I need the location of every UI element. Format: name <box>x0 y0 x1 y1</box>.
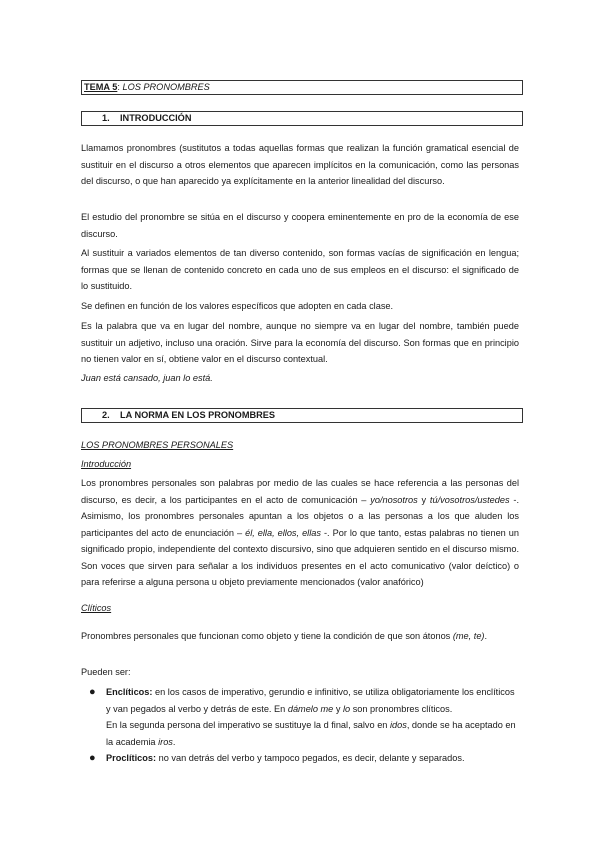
encliticos-italic-2: lo <box>342 703 351 714</box>
pueden-ser-line: Pueden ser: <box>81 667 131 677</box>
intro-text-b-italic: tú/vosotros/ustedes <box>429 494 510 505</box>
encliticos-text-c: son pronombres clíticos. <box>350 703 453 714</box>
cliticos-text-b: . <box>484 631 488 641</box>
intro-text-c: -. Asimismo, los pronombres personales apuntan a los objetos o a las personas a los que aluden los participantes del acto de enunciación – <box>81 494 520 538</box>
list-item-procliticos <box>89 750 519 767</box>
topic-separator: : <box>117 82 123 92</box>
section-2-header <box>81 408 523 423</box>
encliticos-text-e: , donde se ha aceptado en la academia <box>106 720 516 747</box>
bullet-dot-icon: ● <box>89 686 96 698</box>
introduccion-paragraph <box>81 475 519 591</box>
section-2-title: LA NORMA EN LOS PRONOMBRES <box>120 410 275 420</box>
paragraph-1: Llamamos pronombres (sustitutos a todas aquellas formas que realizan la función gramatical esencial de sustituir en el discurso a otros elementos que aparecen implícitos en la comunicación, como las personas del discurso, o que han aparecido ya explícitamente en la anterior linealidad del discurso. <box>81 143 519 186</box>
encliticos-text-d: En la segunda persona del imperativo se sustituye la d final, salvo en <box>106 720 390 730</box>
example-sentence: Juan está cansado, juan lo está. <box>81 373 213 383</box>
encliticos-label: Enclíticos: <box>106 687 153 697</box>
paragraph-4: Se definen en función de los valores específicos que adopten en cada clase. <box>81 301 394 311</box>
section-1-title: INTRODUCCIÓN <box>120 113 192 123</box>
bullet-dot-icon: ● <box>89 752 96 764</box>
subtitle-introduccion: Introducción <box>81 459 132 469</box>
intro-text-a: Los pronombres personales son palabras por medio de las cuales se hace referencia a las personas del discurso, es decir, a los participantes en el acto de comunicación – <box>81 478 519 505</box>
intro-text-d: -. Por lo que tanto, estas palabras no tienen un significado propio, independiente del contexto discursivo, sino que adquieren sentido en el discurso mismo. Son voces que sirven para señalar a los individuos presentes en el acto comunicativo (valor deíctico) o para referirse a alguna persona u objeto previamente mencionados (valor anafórico) <box>81 527 520 587</box>
paragraph-5: Es la palabra que va en lugar del nombre, aunque no siempre va en lugar del nombre, también puede sustituir un adjetivo, incluso una oración. Sirve para la economía del discurso. Son formas que en principio no tienen valor en sí, obtiene valor en el discurso contextual. <box>81 321 519 364</box>
section-1-header <box>81 111 523 126</box>
topic-label: TEMA 5 <box>84 82 118 92</box>
cliticos-paragraph <box>81 628 519 645</box>
subtitle-personales: LOS PRONOMBRES PERSONALES <box>81 440 234 450</box>
paragraph-3: Al sustituir a variados elementos de tan diverso contenido, son formas vacías de significación en lengua; formas que se llenan de contenido concreto en cada uno de sus empleos en el discurso: el significado de lo sustituido. <box>81 248 519 291</box>
topic-title-box <box>81 80 523 95</box>
cliticos-text-a: Pronombres personales que funcionan como objeto y tiene la condición de que son átonos <box>81 631 453 641</box>
procliticos-text: no van detrás del verbo y tampoco pegados, es decir, delante y separados. <box>156 753 465 763</box>
encliticos-text-a: en los casos de imperativo, gerundio e infinitivo, se utiliza obligatoriamente los enclíticos y van pegados al verbo y detrás de este. En <box>106 687 515 714</box>
section-2-number: 2. <box>102 410 110 420</box>
encliticos-text-f: . <box>172 736 176 747</box>
subtitle-cliticos: Clíticos <box>81 603 112 613</box>
topic-name: LOS PRONOMBRES <box>122 82 210 92</box>
encliticos-italic-3: idos <box>389 720 407 730</box>
intro-text-a-italic: yo/nosotros <box>370 494 418 505</box>
section-1-number: 1. <box>102 113 110 123</box>
list-item-encliticos <box>89 684 519 750</box>
procliticos-label: Proclíticos: <box>106 753 157 763</box>
paragraph-2: El estudio del pronombre se sitúa en el discurso y coopera eminentemente en pro de la economía de ese discurso. <box>81 212 519 239</box>
encliticos-second-line <box>106 717 519 750</box>
intro-text-b: y <box>417 494 430 505</box>
encliticos-text-b: y <box>333 703 343 714</box>
clitic-types-list <box>89 684 519 767</box>
encliticos-italic-1: dámelo me <box>287 703 334 714</box>
intro-text-c-italic: él, ella, ellos, ellas <box>245 527 321 538</box>
cliticos-text-italic: (me, te) <box>452 631 485 641</box>
encliticos-italic-4: iros <box>158 736 173 747</box>
